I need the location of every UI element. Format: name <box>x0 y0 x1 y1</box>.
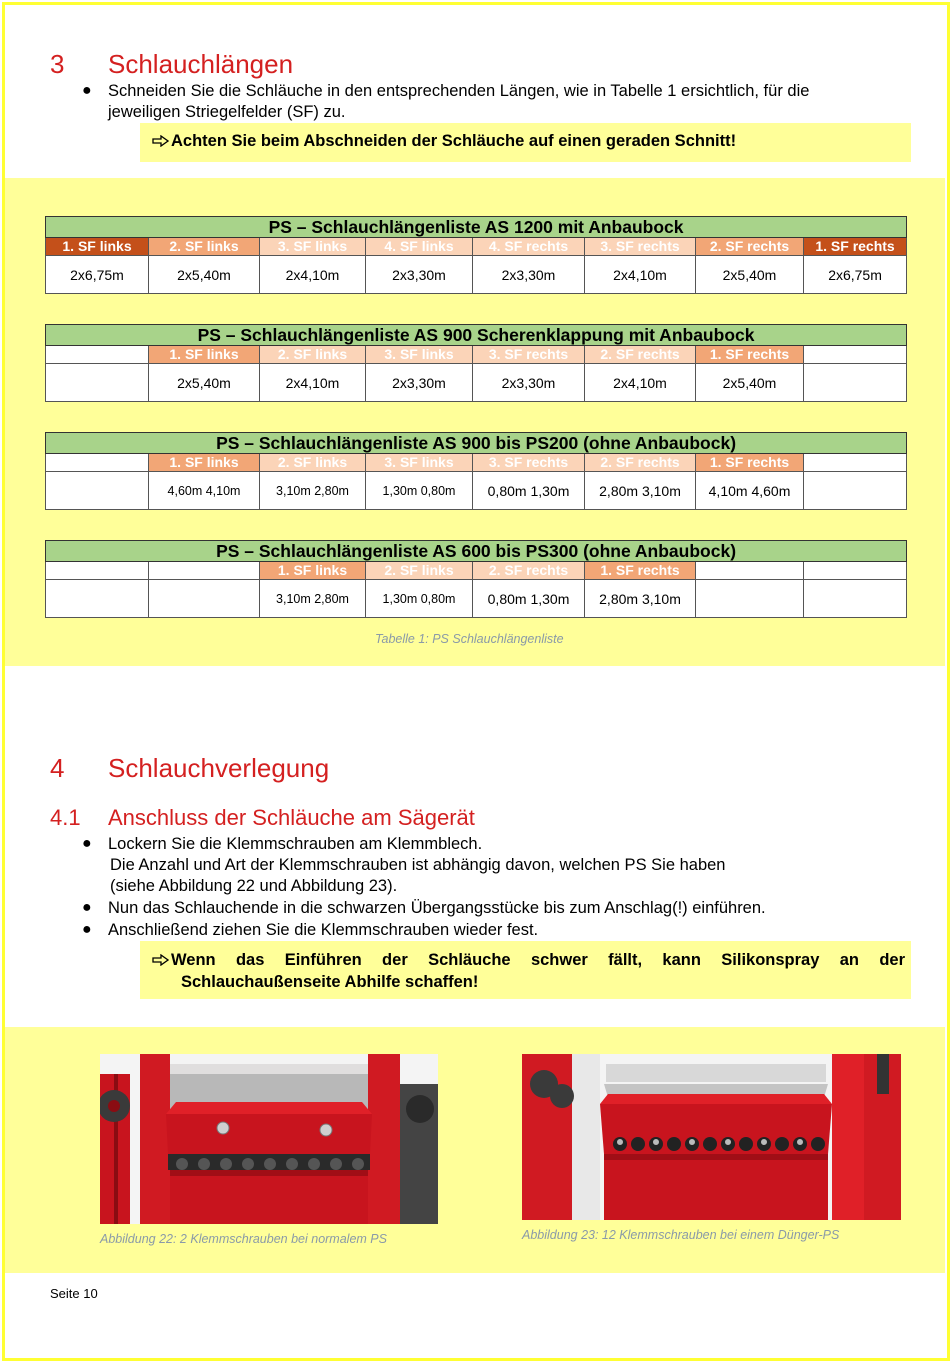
table-cell-empty <box>804 364 907 402</box>
instruction-text: Anschließend ziehen Sie die Klemmschrauben wieder fest. <box>108 921 539 939</box>
table-cell: 4,60m 4,10m <box>149 472 260 510</box>
table-cell: 2x5,40m <box>149 364 260 402</box>
table-header: 3. SF rechts <box>585 238 696 256</box>
table-header: 4. SF links <box>366 238 473 256</box>
tip-text: Wenn das Einführen der Schläuche schwer fällt, kann Silikonspray an der <box>171 951 905 969</box>
bullet-icon: ● <box>82 921 92 938</box>
table-header: 1. SF rechts <box>585 562 696 580</box>
table-cell: 2x4,10m <box>585 256 696 294</box>
table-header-empty <box>46 562 149 580</box>
table-header: 2. SF rechts <box>585 346 696 364</box>
table-caption: Tabelle 1: PS Schlauchlängenliste <box>375 632 564 646</box>
table-header: 3. SF rechts <box>473 346 585 364</box>
table-cell-empty <box>804 580 907 618</box>
figure-23-image <box>522 1054 901 1220</box>
table-title: PS – Schlauchlängenliste AS 900 bis PS200 (ohne Anbaubock) <box>46 433 907 454</box>
table-header: 1. SF links <box>149 346 260 364</box>
table-header-empty <box>804 346 907 364</box>
page-number: Seite 10 <box>50 1286 98 1301</box>
table-cell: 2x4,10m <box>260 364 366 402</box>
tip-box <box>140 941 911 999</box>
table-header: 2. SF links <box>366 562 473 580</box>
table-header: 4. SF rechts <box>473 238 585 256</box>
arrow-right-icon <box>152 135 169 147</box>
table-header-empty <box>804 562 907 580</box>
table-header: 3. SF links <box>260 238 366 256</box>
table-cell: 2x5,40m <box>696 364 804 402</box>
hose-length-table-4 <box>45 540 907 618</box>
section-4-heading <box>50 753 650 785</box>
table-header-empty <box>46 454 149 472</box>
table-cell: 2x6,75m <box>804 256 907 294</box>
table-cell-empty <box>46 580 149 618</box>
hint-box <box>140 123 911 162</box>
subsection-heading <box>50 805 650 833</box>
table-title: PS – Schlauchlängenliste AS 1200 mit Anbaubock <box>46 217 907 238</box>
arrow-right-icon <box>152 954 169 966</box>
table-header: 1. SF links <box>46 238 149 256</box>
table-cell: 2x3,30m <box>366 364 473 402</box>
table-header: 2. SF links <box>260 346 366 364</box>
hint-text: Achten Sie beim Abschneiden der Schläuche auf einen geraden Schnitt! <box>171 132 737 150</box>
table-header: 1. SF rechts <box>804 238 907 256</box>
bullet-icon: ● <box>82 82 92 99</box>
table-header: 3. SF links <box>366 454 473 472</box>
table-cell: 3,10m 2,80m <box>260 472 366 510</box>
table-header: 2. SF rechts <box>696 238 804 256</box>
section-title: Schlauchlängen <box>108 49 294 79</box>
table-cell: 2x4,10m <box>260 256 366 294</box>
table-cell: 2x3,30m <box>473 364 585 402</box>
table-cell: 3,10m 2,80m <box>260 580 366 618</box>
table-cell-empty <box>804 472 907 510</box>
figure-22-image <box>100 1054 438 1224</box>
bullet-icon: ● <box>82 835 92 852</box>
table-header: 2. SF links <box>149 238 260 256</box>
table-cell: 2,80m 3,10m <box>585 580 696 618</box>
table-header: 1. SF rechts <box>696 454 804 472</box>
table-cell: 2x4,10m <box>585 364 696 402</box>
section-3-text-line1: Schneiden Sie die Schläuche in den entsprechenden Längen, wie in Tabelle 1 ersichtlich, für die <box>108 82 810 100</box>
section-3-heading <box>50 49 650 81</box>
instruction-text: Nun das Schlauchende in die schwarzen Übergangsstücke bis zum Anschlag(!) einführen. <box>108 899 766 917</box>
hose-length-table-1 <box>45 216 907 294</box>
bullet-icon: ● <box>82 899 92 916</box>
table-header-empty <box>46 346 149 364</box>
table-cell: 2x3,30m <box>366 256 473 294</box>
table-cell-empty <box>149 580 260 618</box>
table-cell-empty <box>46 364 149 402</box>
table-cell: 1,30m 0,80m <box>366 472 473 510</box>
table-cell: 2x5,40m <box>149 256 260 294</box>
table-title: PS – Schlauchlängenliste AS 900 Scherenklappung mit Anbaubock <box>46 325 907 346</box>
figure-23-caption: Abbildung 23: 12 Klemmschrauben bei einem Dünger-PS <box>522 1228 840 1242</box>
clamp-plate-12-screws-icon <box>522 1054 901 1220</box>
table-header: 2. SF rechts <box>585 454 696 472</box>
hose-length-table-3 <box>45 432 907 510</box>
section-3-text-line2: jeweiligen Striegelfelder (SF) zu. <box>108 103 346 121</box>
table-cell: 2,80m 3,10m <box>585 472 696 510</box>
table-cell: 2x3,30m <box>473 256 585 294</box>
table-cell: 2x6,75m <box>46 256 149 294</box>
table-header: 1. SF links <box>149 454 260 472</box>
tip-line-1 <box>152 949 905 971</box>
table-header: 1. SF links <box>260 562 366 580</box>
table-header: 2. SF links <box>260 454 366 472</box>
section-number: 3 <box>50 49 65 79</box>
instruction-text: Lockern Sie die Klemmschrauben am Klemmblech. <box>108 835 483 853</box>
instruction-text: Die Anzahl und Art der Klemmschrauben ist abhängig davon, welchen PS Sie haben <box>110 856 726 874</box>
subsection-number: 4.1 <box>50 805 81 830</box>
table-header-empty <box>804 454 907 472</box>
table-header: 1. SF rechts <box>696 346 804 364</box>
section-title: Schlauchverlegung <box>108 753 330 783</box>
hose-length-table-2 <box>45 324 907 402</box>
figure-22-caption: Abbildung 22: 2 Klemmschrauben bei normalem PS <box>100 1232 387 1246</box>
section-number: 4 <box>50 753 65 783</box>
table-cell-empty <box>46 472 149 510</box>
table-cell: 0,80m 1,30m <box>473 580 585 618</box>
table-header-empty <box>149 562 260 580</box>
table-cell: 0,80m 1,30m <box>473 472 585 510</box>
table-header-empty <box>696 562 804 580</box>
instruction-text: (siehe Abbildung 22 und Abbildung 23). <box>110 877 398 895</box>
table-header: 2. SF rechts <box>473 562 585 580</box>
table-header: 3. SF links <box>366 346 473 364</box>
table-cell: 1,30m 0,80m <box>366 580 473 618</box>
subsection-title: Anschluss der Schläuche am Sägerät <box>108 805 475 830</box>
table-header: 3. SF rechts <box>473 454 585 472</box>
tip-line-2: Schlauchaußenseite Abhilfe schaffen! <box>181 973 479 991</box>
table-cell: 4,10m 4,60m <box>696 472 804 510</box>
table-title: PS – Schlauchlängenliste AS 600 bis PS300 (ohne Anbaubock) <box>46 541 907 562</box>
clamp-plate-2-screws-icon <box>100 1054 438 1224</box>
table-cell-empty <box>696 580 804 618</box>
table-cell: 2x5,40m <box>696 256 804 294</box>
